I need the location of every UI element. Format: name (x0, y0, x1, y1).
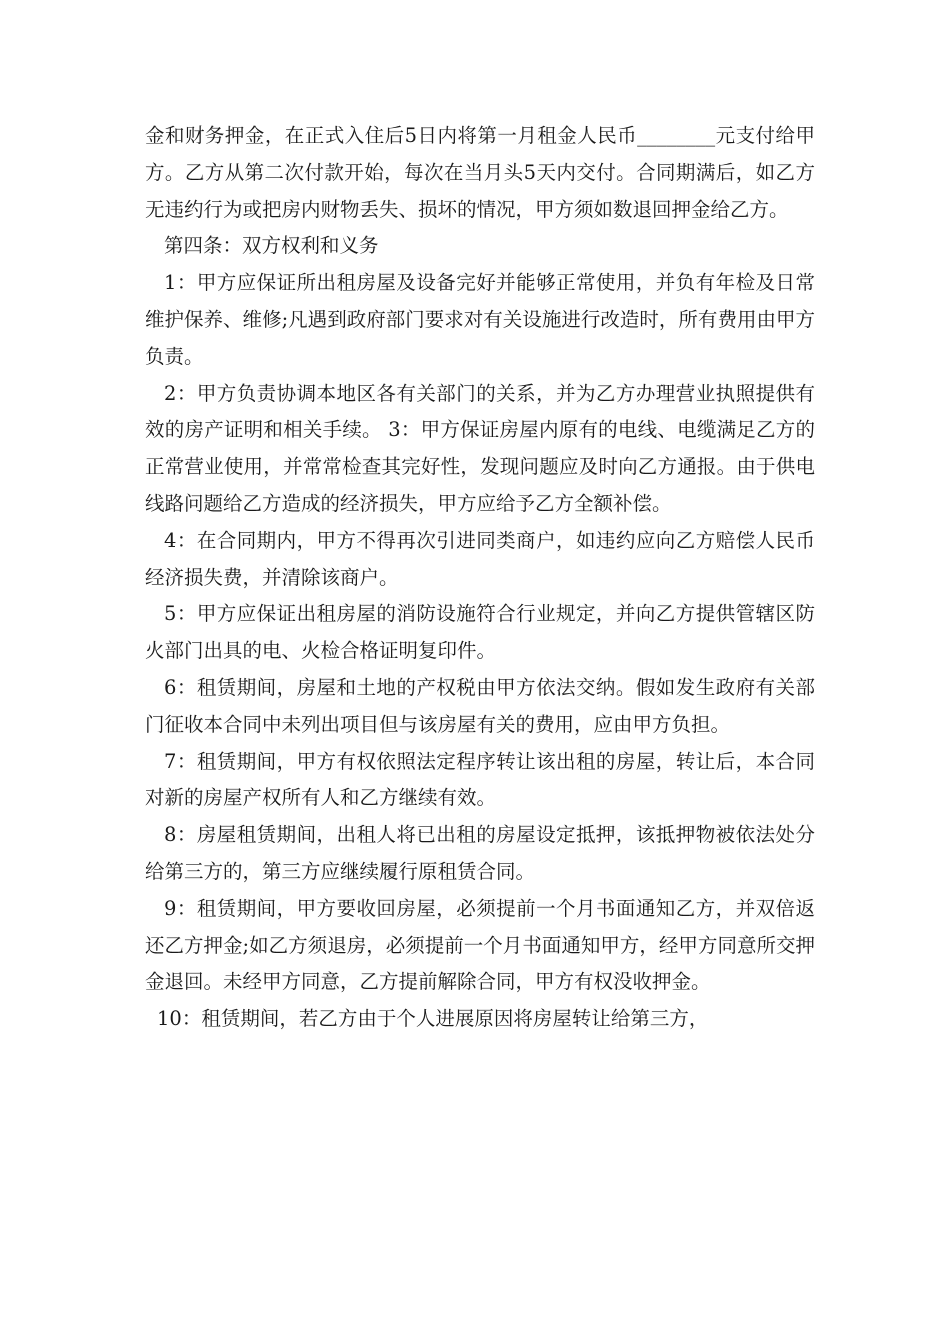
clause-6: 6：租赁期间，房屋和土地的产权税由甲方依法交纳。假如发生政府有关部门征收本合同中未列出项目但与该房屋有关的费用，应由甲方负担。 (145, 675, 815, 736)
clause-9: 9：租赁期间，甲方要收回房屋，必须提前一个月书面通知乙方，并双倍返还乙方押金;如乙方须退房，必须提前一个月书面通知甲方，经甲方同意所交押金退回。未经甲方同意，乙方提前解除合同，甲方有权没收押金。 (145, 896, 815, 994)
paragraph-deposit-terms: 金和财务押金，在正式入住后5日内将第一月租金人民币________元支付给甲方。乙方从第二次付款开始，每次在当月头5天内交付。合同期满后，如乙方无违约行为或把房内财物丢失、损坏的情况，甲方须如数退回押金给乙方。 (145, 124, 815, 221)
clause-1: 1：甲方应保证所出租房屋及设备完好并能够正常使用，并负有年检及日常维护保养、维修;凡遇到政府部门要求对有关设施进行改造时，所有费用由甲方负责。 (145, 271, 815, 368)
article-four-heading: 第四条：双方权利和义务 (164, 234, 379, 258)
clause-5: 5：甲方应保证出租房屋的消防设施符合行业规定，并向乙方提供管辖区防火部门出具的电、火检合格证明复印件。 (145, 602, 815, 663)
clause-2-3: 2：甲方负责协调本地区各有关部门的关系，并为乙方办理营业执照提供有效的房产证明和相关手续。 3：甲方保证房屋内原有的电线、电缆满足乙方的正常营业使用，并常常检查其完好性，发现问题应及时向乙方通报。由于供电线路问题给乙方造成的经济损失，甲方应给予乙方全额补偿。 (145, 381, 815, 515)
clause-4: 4：在合同期内，甲方不得再次引进同类商户，如违约应向乙方赔偿人民币经济损失费，并清除该商户。 (145, 528, 815, 589)
document-body (145, 118, 815, 1038)
clause-7: 7：租赁期间，甲方有权依照法定程序转让该出租的房屋，转让后，本合同对新的房屋产权所有人和乙方继续有效。 (145, 749, 815, 810)
clause-8: 8：房屋租赁期间，出租人将已出租的房屋设定抵押，该抵押物被依法处分给第三方的，第三方应继续履行原租赁合同。 (145, 823, 815, 883)
clause-10: 10：租赁期间，若乙方由于个人进展原因将房屋转让给第三方， (157, 1007, 709, 1031)
